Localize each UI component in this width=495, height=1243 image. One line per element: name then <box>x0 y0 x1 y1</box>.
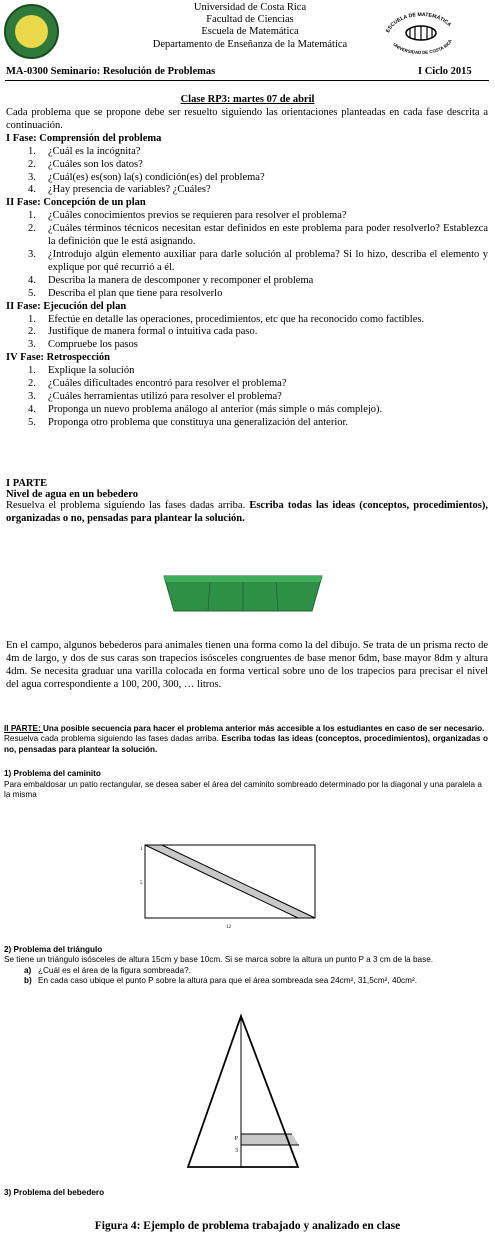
phase-item: 4. Proponga un nuevo problema análogo al anterior (más simple o más complejo). <box>28 403 383 415</box>
phase-title: I Fase: Comprensión del problema <box>6 132 162 144</box>
part1-instructions: Resuelva el problema siguiendo las fases dadas arriba. Escriba todas las ideas (conceptos, procedimientos), organizadas o no, pensadas para plantear la solución. <box>6 500 489 524</box>
trough-image <box>162 573 324 615</box>
phase-list <box>28 210 488 300</box>
phase-list <box>28 365 488 430</box>
triangle-diagram <box>186 1012 306 1172</box>
phase-item: 1. ¿Cuáles conocimientos previos se requieren para resolver el problema? <box>28 210 347 222</box>
header-line2: Facultad de Ciencias <box>206 14 294 26</box>
part1-section <box>6 478 488 526</box>
course-name: MA-0300 Seminario: Resolución de Problemas <box>6 66 216 77</box>
phase-item: 3. Compruebe los pasos <box>28 339 138 351</box>
svg-text:12: 12 <box>226 925 231 930</box>
school-math-logo <box>380 8 462 54</box>
phases-section <box>6 107 488 430</box>
phase-item: 3. ¿Cuál(es) es(son) la(s) condición(es) del problema? <box>28 171 265 183</box>
problem1-title: 1) Problema del caminito <box>4 769 101 779</box>
problem2-title: 2) Problema del triángulo <box>4 945 103 954</box>
phase-item: 3. ¿Cuáles herramientas utilizó para resolver el problema? <box>28 390 282 402</box>
phase-title: IV Fase: Retrospección <box>6 352 111 364</box>
university-seal-logo <box>4 4 59 59</box>
part1-title: I PARTE <box>6 478 48 489</box>
cycle-label: I Ciclo 2015 <box>418 66 472 77</box>
phase-item: 5. Proponga otro problema que constituya una generalización del anterior. <box>28 416 349 428</box>
intro-text: Cada problema que se propone debe ser resuelto siguiendo las orientaciones planteadas en cada fase descrita a continuación. <box>6 107 488 131</box>
phase-item: 4. Describa la manera de descomponer y recomponer el problema <box>28 274 314 286</box>
part2-section <box>4 724 488 800</box>
header-line1: Universidad de Costa Rica <box>193 2 307 13</box>
svg-text:3: 3 <box>235 1148 238 1154</box>
part2-instructions: Resuelva cada problema siguiendo las fases dadas arriba. Escriba todas las ideas (conceptos, procedimientos), organizadas o no, pensadas para plantear la solución. <box>4 734 488 754</box>
phase-item: 2. ¿Cuáles términos técnicos necesitan estar definidos en este problema para poder resolverlo? Establezca la definición que le está asignando. <box>28 223 488 248</box>
problem3-title: 3) Problema del bebedero <box>4 1188 105 1197</box>
figure-caption: Figura 4: Ejemplo de problema trabajado y analizado en clase <box>94 1220 401 1232</box>
phase-list <box>28 314 488 353</box>
svg-text:P: P <box>234 1136 238 1142</box>
phase-item: 5. Describa el plan que tiene para resolverlo <box>28 287 223 299</box>
phase-item: 4. ¿Hay presencia de variables? ¿Cuáles? <box>28 184 211 196</box>
path-diagram <box>140 842 320 932</box>
problem2-b: b) En cada caso ubique el punto P sobre la altura para que el área sombreada sea 24cm², 31,5cm², 40cm². <box>24 976 417 986</box>
phase-item: 1. Explique la solución <box>28 365 135 377</box>
header-line4: Departamento de Enseñanza de la Matemática <box>152 38 348 50</box>
phase-item: 2. ¿Cuáles son los datos? <box>28 158 143 170</box>
problem2-text: Se tiene un triángulo isósceles de altura 15cm y base 10cm. Si se marca sobre la altura un punto P a 3 cm de la base. <box>4 955 434 965</box>
part2-title: II PARTE: Una posible secuencia para hacer el problema anterior más accesible a los estudiantes en caso de ser necesario. <box>4 724 485 733</box>
problem1-text: Para embaldosar un patio rectangular, se desea saber el área del caminito sombreado determinado por la diagonal y una paralela a la misma <box>4 779 482 800</box>
svg-text:ESCUELA DE MATEMÁTICA: ESCUELA DE MATEMÁTICA <box>385 11 453 34</box>
problem2-a: a) ¿Cuál es el área de la figura sombreada?. <box>24 965 191 975</box>
svg-text:UNIVERSIDAD DE COSTA RICA: UNIVERSIDAD DE COSTA RICA <box>392 38 453 54</box>
header-divider <box>5 80 489 81</box>
phase-title: II Fase: Concepción de un plan <box>6 197 146 209</box>
phase-title: II Fase: Ejecución del plan <box>6 300 127 312</box>
problem2-section <box>4 945 488 987</box>
part1-subtitle: Nivel de agua en un bebedero <box>6 489 138 500</box>
header-text <box>100 2 400 51</box>
phase-item: 3. ¿Introdujo algún elemento auxiliar para darle solución al problema? Si lo hizo, describa el elemento y explique por qué recurrió a él. <box>28 248 488 273</box>
phase-item: 1. Efectúe en detalle las operaciones, procedimientos, etc que ha reconocido como factibles. <box>28 313 425 325</box>
part1-problem: En el campo, algunos bebederos para animales tienen una forma como la del dibujo. Se trata de un prisma recto de 4m de largo, y dos de sus caras son trapecios isósceles congruentes de base menor 6dm, base mayor 8dm y altura 4dm. Se necesita graduar una varilla colocada en forma vertical sobre uno de los trapecios para precisar el nivel del agua correspondiente a 100, 200, 300, … litros. <box>6 640 488 690</box>
class-title: Clase RP3: martes 07 de abril <box>180 94 315 105</box>
phase-list <box>28 146 488 198</box>
header-line3: Escuela de Matemática <box>201 26 299 38</box>
phase-item: 2. Justifique de manera formal o intuitiva cada paso. <box>28 326 258 338</box>
phase-item: 1. ¿Cuál es la incógnita? <box>28 145 141 157</box>
svg-text:5: 5 <box>140 881 143 886</box>
svg-text:1: 1 <box>140 847 143 852</box>
phase-item: 2. ¿Cuáles dificultades encontró para resolver el problema? <box>28 378 287 390</box>
